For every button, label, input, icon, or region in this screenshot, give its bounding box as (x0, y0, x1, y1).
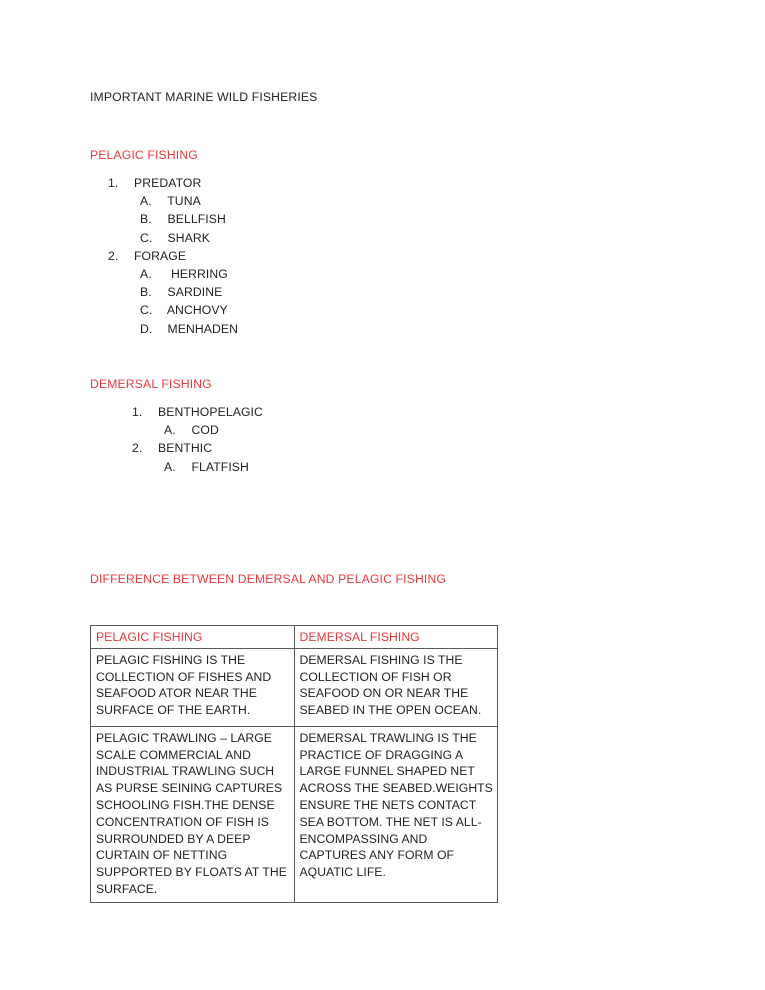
list-item-label: MENHADEN (164, 321, 239, 336)
list-item (132, 405, 263, 423)
section-heading-pelagic: PELAGIC FISHING (90, 148, 198, 162)
table-header-row (91, 626, 498, 649)
list-item-label: SHARK (164, 230, 210, 245)
list-item-marker: A. (164, 423, 176, 438)
list-item (132, 460, 263, 478)
list-item-label: PREDATOR (134, 176, 202, 190)
list-item (108, 231, 238, 249)
table-header-cell: DEMERSAL FISHING (294, 626, 498, 649)
section-heading-difference: DIFFERENCE BETWEEN DEMERSAL AND PELAGIC FISHING (90, 572, 447, 586)
outline-list-demersal (132, 405, 263, 478)
list-item-marker: B. (140, 285, 152, 300)
list-item (108, 322, 238, 340)
list-item (108, 303, 238, 321)
list-item-marker: A. (140, 266, 152, 281)
list-item-label: BENTHIC (158, 441, 213, 456)
table-cell: PELAGIC TRAWLING – LARGE SCALE COMMERCIAL AND INDUSTRIAL TRAWLING SUCH AS PURSE SEINING CAPTURES SCHOOLING FISH.THE DENSE CONCENTRATION OF FISH IS SURROUNDED BY A DEEP CURTAIN OF NETTING SUPPORTED BY FLOATS AT THE SURFACE. (91, 726, 295, 902)
list-item (108, 267, 238, 285)
table-row (91, 726, 498, 902)
list-item-marker: C. (140, 230, 153, 245)
list-item (108, 212, 238, 230)
list-item (108, 194, 238, 212)
list-item-label: COD (188, 423, 219, 438)
list-item (132, 441, 263, 459)
list-item-marker: 2. (108, 248, 119, 263)
list-item (108, 249, 238, 267)
table-cell: PELAGIC FISHING IS THE COLLECTION OF FISHES AND SEAFOOD ATOR NEAR THE SURFACE OF THE EARTH. (91, 648, 295, 726)
list-item (108, 285, 238, 303)
comparison-table (90, 625, 498, 903)
list-item (108, 176, 238, 194)
table-header-cell: PELAGIC FISHING (91, 626, 295, 649)
list-item-label: SARDINE (164, 285, 223, 300)
list-item-label: FORAGE (134, 248, 187, 263)
list-item-label: BENTHOPELAGIC (158, 405, 263, 419)
list-item-marker: A. (140, 194, 152, 209)
list-item-marker: 1. (132, 405, 143, 419)
list-item-label: FLATFISH (188, 459, 249, 474)
page-title: IMPORTANT MARINE WILD FISHERIES (90, 90, 318, 104)
list-item-marker: 2. (132, 441, 143, 456)
table-cell: DEMERSAL FISHING IS THE COLLECTION OF FISH OR SEAFOOD ON OR NEAR THE SEABED IN THE OPEN OCEAN. (294, 648, 498, 726)
outline-list-pelagic (108, 176, 238, 340)
list-item-label: BELLFISH (164, 212, 226, 227)
list-item-label: TUNA (164, 194, 201, 209)
list-item-label: ANCHOVY (164, 303, 228, 318)
table-cell: DEMERSAL TRAWLING IS THE PRACTICE OF DRAGGING A LARGE FUNNEL SHAPED NET ACROSS THE SEABED.WEIGHTS ENSURE THE NETS CONTACT SEA BOTTOM. THE NET IS ALL-ENCOMPASSING AND CAPTURES ANY FORM OF AQUATIC LIFE. (294, 726, 498, 902)
list-item-label: HERRING (164, 266, 228, 281)
list-item-marker: D. (140, 321, 153, 336)
section-heading-demersal: DEMERSAL FISHING (90, 377, 212, 391)
list-item-marker: 1. (108, 176, 119, 190)
list-item (132, 423, 263, 441)
table-row (91, 648, 498, 726)
list-item-marker: A. (164, 459, 176, 474)
list-item-marker: B. (140, 212, 152, 227)
list-item-marker: C. (140, 303, 153, 318)
